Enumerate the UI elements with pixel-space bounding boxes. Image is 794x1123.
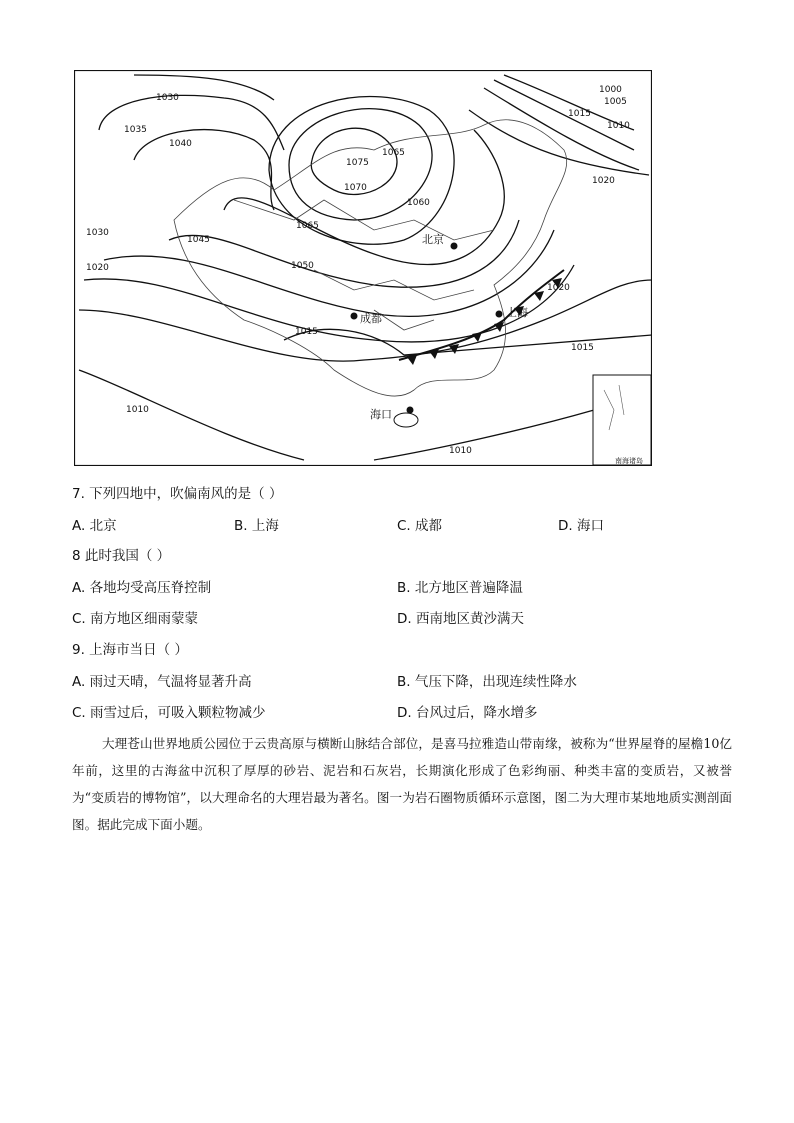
isobar-weather-map <box>74 70 652 466</box>
label-1015-b: 1015 <box>295 327 318 337</box>
label-1010-b: 1010 <box>126 405 149 415</box>
inset-label: 南海诸岛 <box>615 457 643 465</box>
map-svg <box>74 70 652 466</box>
label-1000: 1000 <box>599 85 622 95</box>
q9-option-c[interactable]: C. 雨雪过后，可吸入颗粒物减少 <box>72 705 266 721</box>
label-1045: 1045 <box>187 235 210 245</box>
q7-option-d[interactable]: D. 海口 <box>558 518 604 534</box>
q9-option-b[interactable]: B. 气压下降，出现连续性降水 <box>397 674 577 690</box>
label-1070: 1070 <box>344 183 367 193</box>
question-7-stem: 7. 下列四地中，吹偏南风的是（ ） <box>72 486 283 502</box>
q9-option-d[interactable]: D. 台风过后，降水增多 <box>397 705 538 721</box>
label-1065: 1065 <box>382 148 405 158</box>
q8-option-c[interactable]: C. 南方地区细雨蒙蒙 <box>72 611 199 627</box>
question-8-stem: 8 此时我国（ ） <box>72 548 171 564</box>
label-1075: 1075 <box>346 158 369 168</box>
q8-option-b[interactable]: B. 北方地区普遍降温 <box>397 580 523 596</box>
label-1020: 1020 <box>592 176 615 186</box>
label-1040: 1040 <box>169 139 192 149</box>
label-1065-b: 1065 <box>296 221 319 231</box>
label-1030-b: 1030 <box>86 228 109 238</box>
passage-text: 大理苍山世界地质公园位于云贵高原与横断山脉结合部位，是喜马拉雅造山带南缘，被称为“世界屋脊的屋檐10亿年前，这里的古海盆中沉积了厚厚的砂岩、泥岩和石灰岩，长期演化形成了色彩绚丽、种类丰富的变质岩，又被誉为“变质岩的博物馆”，以大理命名的大理岩最为著名。图一为岩石圈物质循环示意图，图二为大理市某地地质实测剖面图。据此完成下面小题。 <box>72 736 732 832</box>
label-1010-c: 1010 <box>449 446 472 456</box>
label-1020-c: 1020 <box>547 283 570 293</box>
label-1010: 1010 <box>607 121 630 131</box>
q7-option-a[interactable]: A. 北京 <box>72 518 117 534</box>
inset-box <box>593 375 651 465</box>
city-chengdu: 成都 <box>360 312 382 325</box>
label-1030: 1030 <box>156 93 179 103</box>
label-1050: 1050 <box>291 261 314 271</box>
q8-option-d[interactable]: D. 西南地区黄沙满天 <box>397 611 524 627</box>
label-1015-c: 1015 <box>571 343 594 353</box>
q7-option-b[interactable]: B. 上海 <box>234 518 279 534</box>
city-beijing: 北京 <box>422 233 444 246</box>
q9-option-a[interactable]: A. 雨过天晴，气温将显著升高 <box>72 674 252 690</box>
map-frame <box>75 71 652 466</box>
label-1005: 1005 <box>604 97 627 107</box>
question-9-stem: 9. 上海市当日（ ） <box>72 642 188 658</box>
label-1035: 1035 <box>124 125 147 135</box>
q7-option-c[interactable]: C. 成都 <box>397 518 443 534</box>
reading-passage <box>72 730 732 838</box>
label-1020-b: 1020 <box>86 263 109 273</box>
q8-option-a[interactable]: A. 各地均受高压脊控制 <box>72 580 212 596</box>
city-haikou: 海口 <box>370 408 392 421</box>
label-1060: 1060 <box>407 198 430 208</box>
label-1015: 1015 <box>568 109 591 119</box>
city-shanghai: 上海 <box>506 306 528 319</box>
